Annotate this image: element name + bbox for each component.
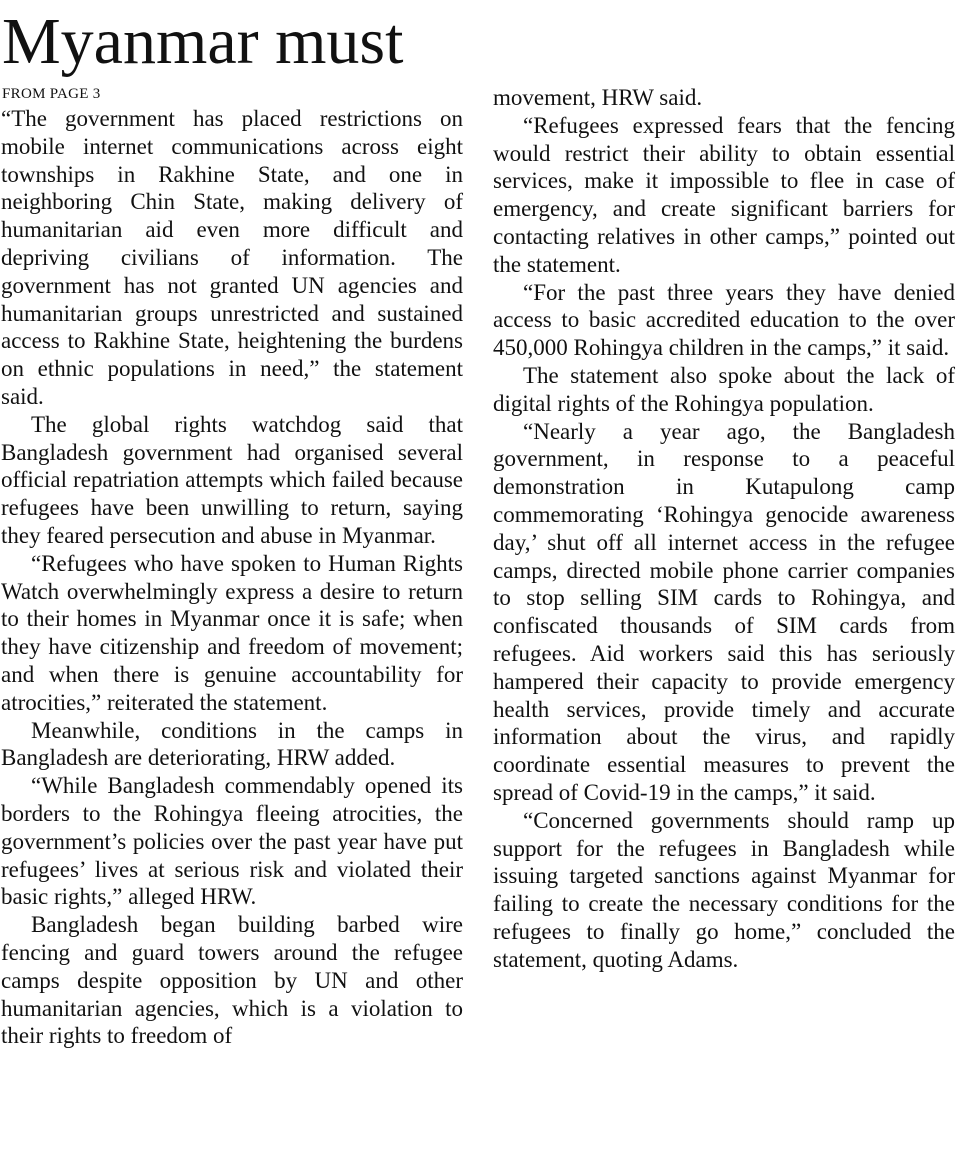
paragraph: “Concerned governments should ramp up support for the refugees in Bangladesh while issuing targeted sanctions against Myanmar for failing to create the necessary conditions for the refugees to finally go home,” concluded the statement, quoting Adams. <box>493 807 955 972</box>
paragraph: “While Bangladesh commendably opened its borders to the Rohingya fleeing atrocities, the government’s policies over the past year have put refugees’ lives at serious risk and violated their basic rights,” alleged HRW. <box>1 773 463 910</box>
paragraph: Meanwhile, conditions in the camps in Bangladesh are deteriorating, HRW added. <box>1 717 463 771</box>
headline: Myanmar must <box>2 5 404 78</box>
left-column <box>1 105 463 1050</box>
jump-line: FROM PAGE 3 <box>2 86 101 102</box>
paragraph: movement, HRW said. <box>493 85 703 110</box>
paragraph: “Refugees who have spoken to Human Rights Watch overwhelmingly express a desire to return to their homes in Myanmar once it is safe; when they have citizenship and freedom of movement; and when there is genuine accountability for atrocities,” reiterated the statement. <box>1 550 463 715</box>
paragraph: “The government has placed restrictions on mobile internet communications across eight townships in Rakhine State, and one in neighboring Chin State, making delivery of humanitarian aid even more difficult and depriving civilians of information. The government has not granted UN agencies and humanitarian groups unrestricted and sustained access to Rakhine State, heightening the burdens on ethnic populations in need,” the statement said. <box>1 106 463 409</box>
paragraph: “For the past three years they have denied access to basic accredited education to the over 450,000 Rohingya children in the camps,” it said. <box>493 279 955 361</box>
paragraph: Bangladesh began building barbed wire fencing and guard towers around the refugee camps despite opposition by UN and other humanitarian agencies, which is a violation to their rights to freedom of <box>1 912 463 1049</box>
paragraph: “Nearly a year ago, the Bangladesh government, in response to a peaceful demonstration in Kutapulong camp commemorating ‘Rohingya genocide awareness day,’ shut off all internet access in the refugee camps, directed mobile phone carrier companies to stop selling SIM cards to Rohingya, and confiscated thousands of SIM cards from refugees. Aid workers said this has seriously hampered their capacity to provide emergency health services, provide timely and accurate information about the virus, and rapidly coordinate essential measures to prevent the spread of Covid-19 in the camps,” it said. <box>493 418 955 805</box>
paragraph: The global rights watchdog said that Bangladesh government had organised several official repatriation attempts which failed because refugees have been unwilling to return, saying they feared persecution and abuse in Myanmar. <box>1 411 463 548</box>
paragraph: The statement also spoke about the lack of digital rights of the Rohingya population. <box>493 362 955 416</box>
paragraph: “Refugees expressed fears that the fencing would restrict their ability to obtain essential services, make it impossible to flee in case of emergency, and create significant barriers for contacting relatives in other camps,” pointed out the statement. <box>493 112 955 277</box>
right-column <box>493 84 955 974</box>
